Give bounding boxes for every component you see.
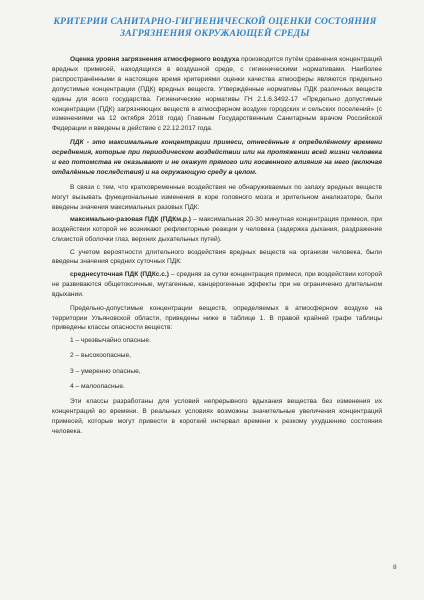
page-title: КРИТЕРИИ САНИТАРНО-ГИГИЕНИЧЕСКОЙ ОЦЕНКИ СОСТОЯНИЯ ЗАГРЯЗНЕНИЯ ОКРУЖАЮЩЕЙ СРЕДЫ [53,16,377,39]
list-item: 4 – малоопасные. [70,382,125,390]
paragraph-text: – максимальная 20-30 минутная концентрация примеси, при воздействии которой не возникают рефлекторные реакции у человека (задержка дыхания, раздражение слизистой оболочки глаз, верхних дыхательных путей). [52,216,382,243]
list-item: 3 – умеренно опасные, [70,367,141,375]
list-item: 2 – высокоопасные, [70,352,131,360]
page-number: 8 [393,564,397,571]
paragraph-air-quality [52,55,382,134]
paragraph-classes-note: Эти классы разработаны для условий непрерывного вдыхания вещества без изменения их концентраций во времени. В реальных условиях возможны значительные увеличения концентраций примесей, которые могут привести в короткий интервал времени к резкому ухудшению состояния человека. [52,398,382,435]
hazard-class-list [52,336,382,392]
paragraph-daily-pdk [52,270,382,300]
paragraph-text: – средняя за сутки концентрация примеси, при воздействии которой не развиваются общетоксичные, мутагенные, канцерогенные эффекты при не ограниченно длительном вдыхании. [52,270,382,298]
paragraph-text: производится путём сравнения концентраций вредных примесей, находящихся в воздушной среде, с гигиеническими нормативами. Наиболее распространёнными в настоящее время критериями оценки качества атмосферы являются предельно допустимые концентрации (ПДК) вредных веществ. Утверждённые нормативы ПДК различных веществ едины для всего государства. Гигиенические нормативы ГН 2.1.6.3492-17 «Предельно допустимые концентрации (ПДК) загрязняющих веществ в атмосферном воздухе городских и сельских поселений» (с изменениями на 12 октября 2018 года) Главным Государственным Санитарным врачом Российской Федерации и введены в действие с 22.12.2017 года. [52,56,382,133]
paragraph-max-single-pdk [52,215,382,245]
paragraph-long-term: С учетом вероятности длительного воздействия вредных веществ на организм человека, были введены значения средних суточных ПДК: [52,248,382,266]
lead-phrase: среднесуточная ПДК (ПДКс.с.) [70,270,169,278]
lead-phrase: Оценка уровня загрязнения атмосферного воздуха [70,56,240,63]
document-body [52,55,382,439]
paragraph-short-term: В связи с тем, что кратковременные воздействия не обнаруживаемых по запаху вредных веществ могут вызывать функциональные изменения в коре головного мозга и зрительном анализаторе, были введены значения максимальных разовых ПДК: [52,183,382,211]
paragraph-table-intro: Предельно-допустимые концентрации веществ, определяемых в атмосферном воздухе на территории Ульяновской области, приведены ниже в таблице 1. В правой крайней графе таблицы приведены классы опасности веществ: [52,304,382,332]
lead-phrase: максимально-разовая ПДК (ПДКм.р.) [70,216,191,224]
pdk-definition: ПДК - это максимальные концентрации примеси, отнесённые к определённому времени осреднения, которые при периодическом воздействии или на протяжении всей жизни человека и его потомства не оказывают и не окажут прямого или косвенного влияния на него (включая отдалённые последствия) и на окружающую среду в целом. [52,139,382,176]
list-item: 1 – чрезвычайно опасные. [70,336,151,344]
